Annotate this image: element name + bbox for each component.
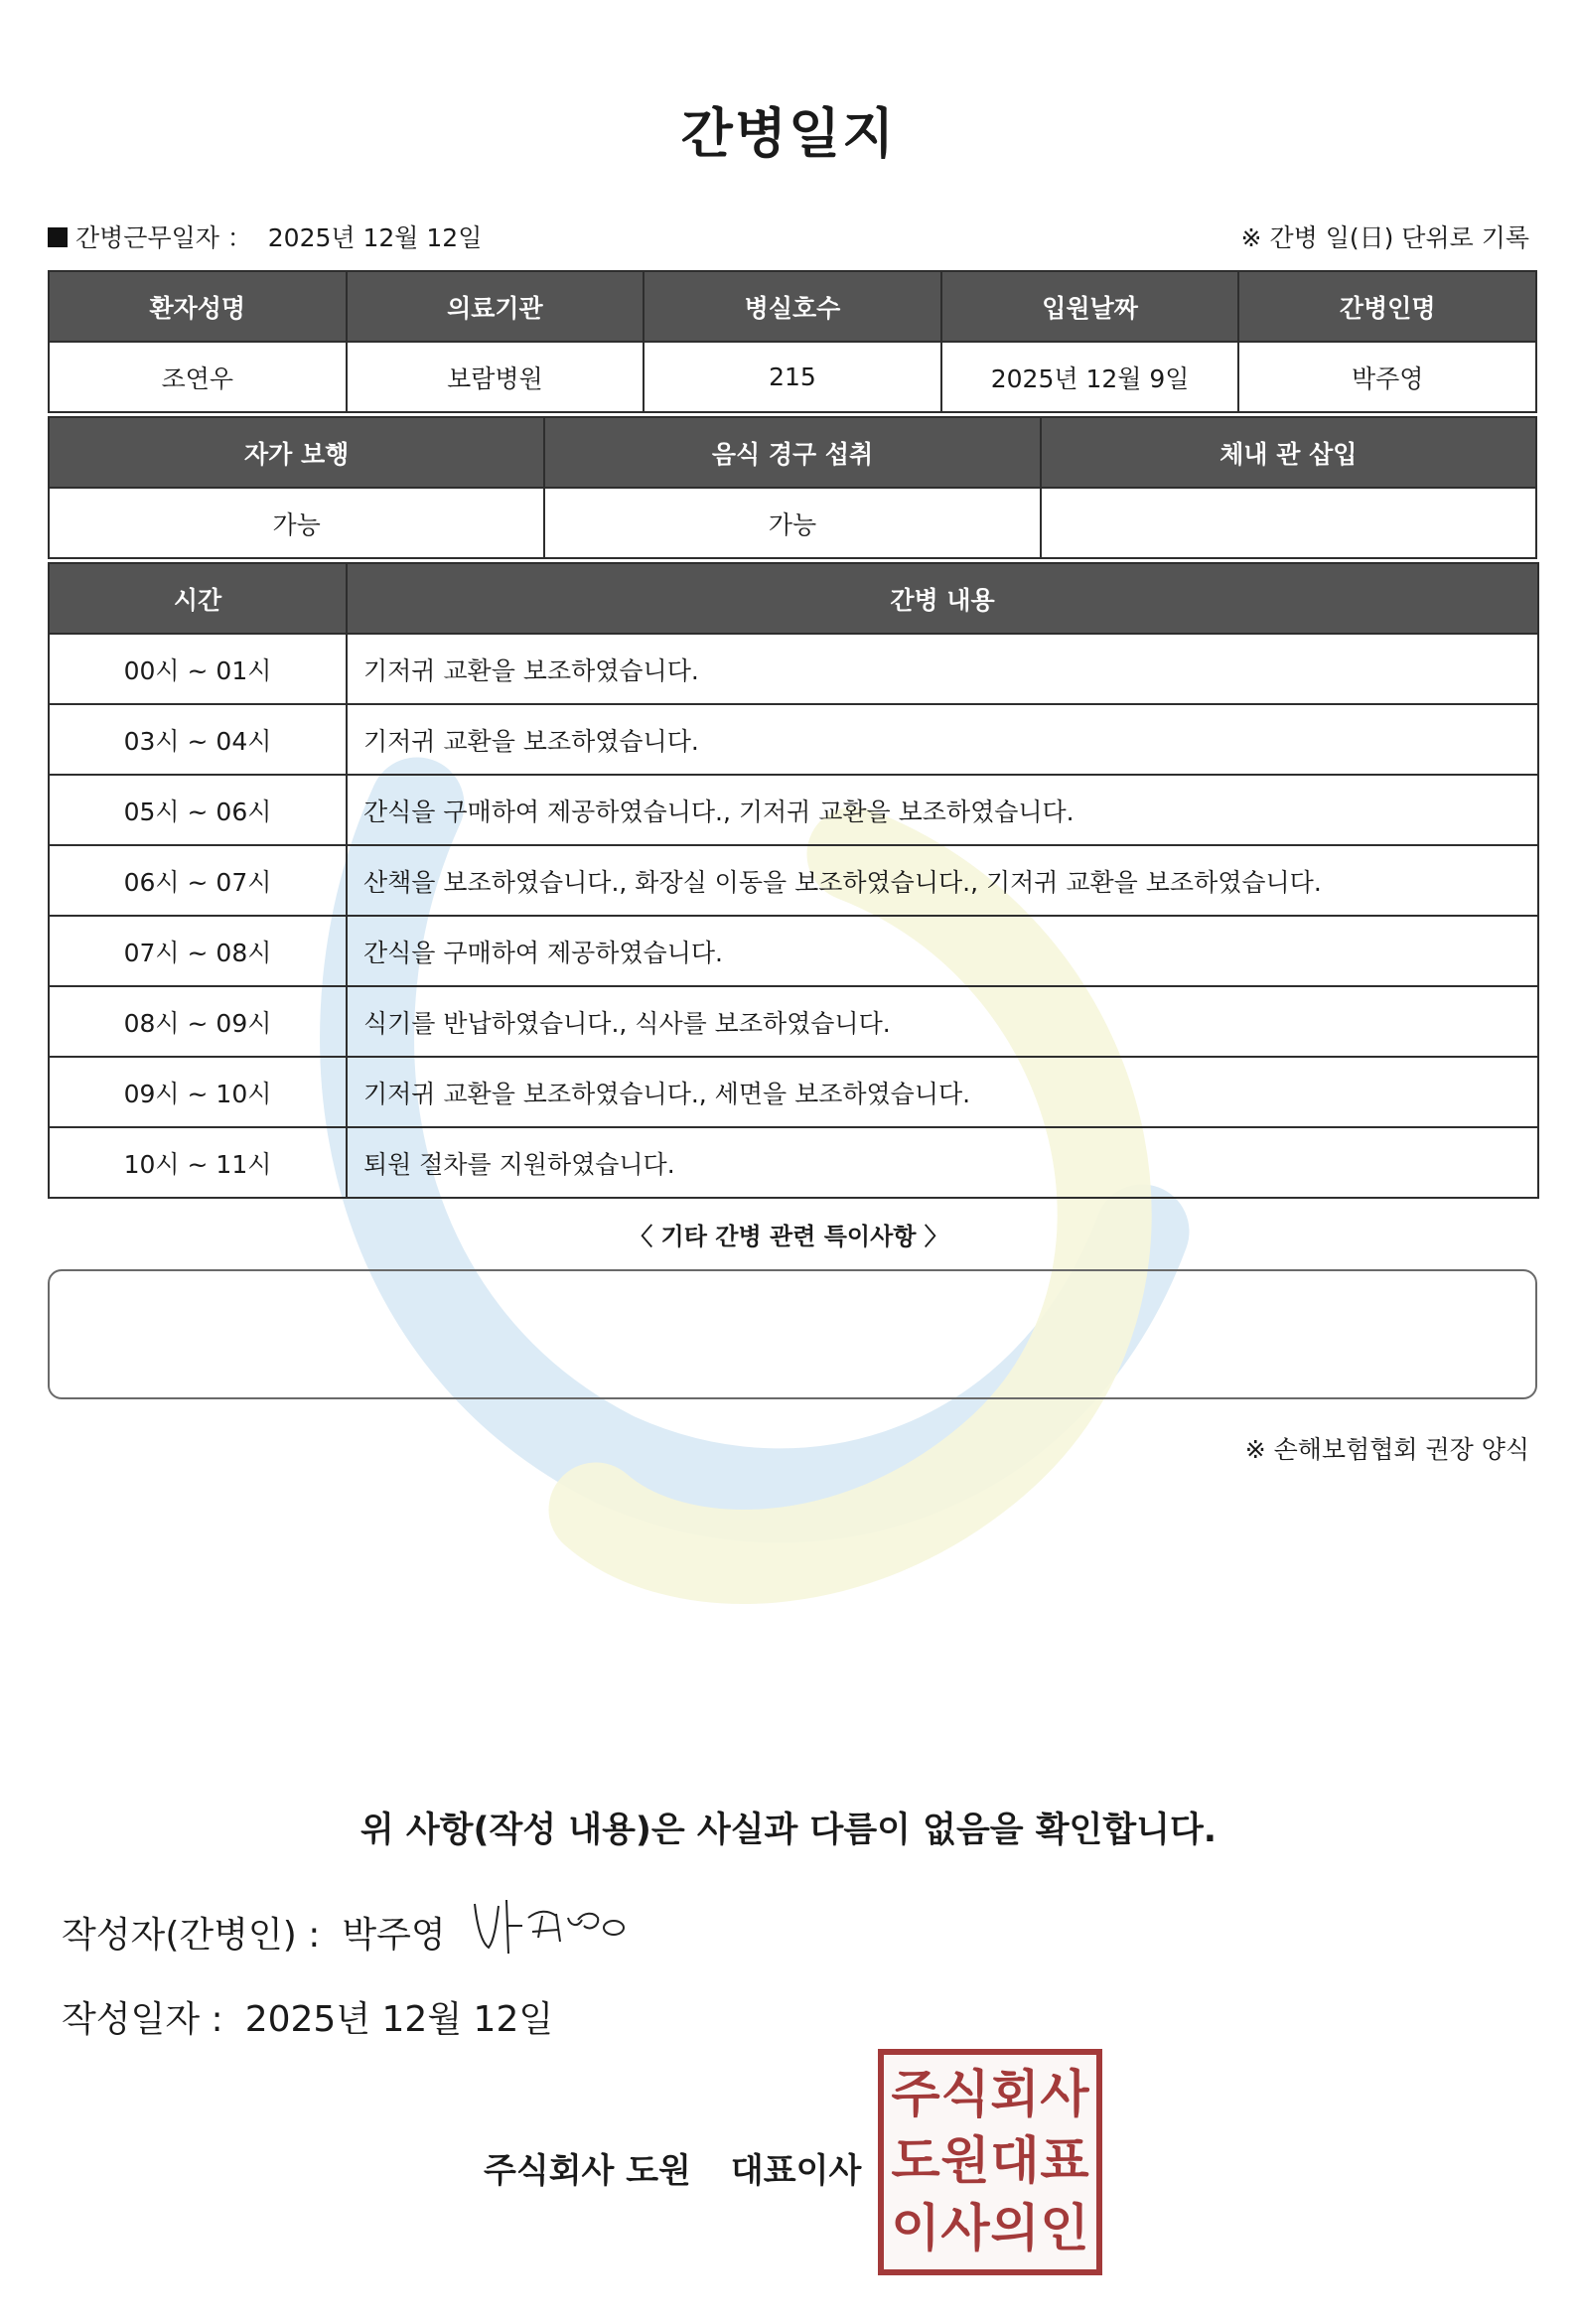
seal-char: 원: [940, 2132, 990, 2192]
written-date-label: 작성일자 :: [62, 1999, 223, 2040]
header-time: 시간: [49, 563, 347, 634]
seal-char: 사: [940, 2199, 990, 2258]
log-content: 간식을 구매하여 제공하였습니다., 기저귀 교환을 보조하였습니다.: [347, 775, 1538, 845]
patient-status-table: [48, 416, 1537, 559]
form-note: ※ 손해보험협회 권장 양식: [1244, 1435, 1529, 1464]
caregiver-name: 박주영: [1238, 342, 1536, 412]
confirmation-statement: 위 사항(작성 내용)은 사실과 다름이 없음을 확인합니다.: [359, 1811, 1218, 1850]
log-time: 06시 ~ 07시: [49, 845, 347, 916]
admission-date: 2025년 12월 9일: [941, 342, 1239, 412]
seal-char: 주: [891, 2066, 940, 2125]
company-signature-line: [484, 2143, 861, 2192]
hospital-name: 보람병원: [347, 342, 645, 412]
table-row: [49, 986, 1538, 1057]
written-date-line: [62, 1991, 553, 2042]
document-title: 간병일지: [680, 102, 897, 165]
log-content: 기저귀 교환을 보조하였습니다.: [347, 704, 1538, 775]
header-oral-intake: 음식 경구 섭취: [544, 417, 1040, 488]
log-content: 기저귀 교환을 보조하였습니다., 세면을 보조하였습니다.: [347, 1057, 1538, 1127]
record-unit-note: ※ 간병 일(日) 단위로 기록: [1240, 223, 1529, 252]
seal-char: 도: [891, 2132, 940, 2192]
log-time: 07시 ~ 08시: [49, 916, 347, 986]
table-row: [49, 775, 1538, 845]
log-content: 식기를 반납하였습니다., 식사를 보조하였습니다.: [347, 986, 1538, 1057]
header-room-number: 병실호수: [644, 271, 941, 342]
seal-char: 대: [990, 2132, 1040, 2192]
seal-char: 표: [1040, 2132, 1089, 2192]
log-content: 기저귀 교환을 보조하였습니다.: [347, 634, 1538, 704]
patient-name: 조연우: [49, 342, 347, 412]
log-time: 10시 ~ 11시: [49, 1127, 347, 1198]
seal-char: 회: [990, 2066, 1040, 2125]
seal-char: 의: [990, 2199, 1040, 2258]
writer-label: 작성자(간병인) :: [62, 1915, 321, 1956]
representative-title: 대표이사: [730, 2151, 862, 2191]
care-log-table: [48, 562, 1539, 1199]
written-date-value: 2025년 12월 12일: [244, 1999, 554, 2040]
seal-char: 식: [940, 2066, 990, 2125]
table-row: [49, 1057, 1538, 1127]
header-care-content: 간병 내용: [347, 563, 1538, 634]
log-time: 05시 ~ 06시: [49, 775, 347, 845]
header-hospital: 의료기관: [347, 271, 645, 342]
table-row: [49, 845, 1538, 916]
seal-char: 인: [1040, 2199, 1089, 2258]
work-date-label: 간병근무일자 ：: [75, 223, 252, 252]
header-admission-date: 입원날짜: [941, 271, 1239, 342]
log-time: 08시 ~ 09시: [49, 986, 347, 1057]
tube-insertion-value: [1041, 488, 1536, 558]
header-tube-insertion: 체내 관 삽입: [1041, 417, 1536, 488]
table-row: [49, 916, 1538, 986]
work-date: [48, 218, 482, 254]
log-content: 퇴원 절차를 지원하였습니다.: [347, 1127, 1538, 1198]
header-caregiver-name: 간병인명: [1238, 271, 1536, 342]
self-walking-value: 가능: [49, 488, 544, 558]
table-row: [49, 634, 1538, 704]
writer-line: [62, 1907, 446, 1958]
log-time: 09시 ~ 10시: [49, 1057, 347, 1127]
company-seal: [878, 2049, 1102, 2275]
log-time: 03시 ~ 04시: [49, 704, 347, 775]
table-row: [49, 704, 1538, 775]
header-patient-name: 환자성명: [49, 271, 347, 342]
remarks-box: [48, 1269, 1537, 1399]
seal-char: 이: [891, 2199, 940, 2258]
square-bullet-icon: [48, 227, 68, 247]
writer-name: 박주영: [342, 1915, 446, 1956]
work-date-value: 2025년 12월 12일: [267, 223, 483, 252]
header-self-walking: 자가 보행: [49, 417, 544, 488]
log-time: 00시 ~ 01시: [49, 634, 347, 704]
log-content: 산책을 보조하였습니다., 화장실 이동을 보조하였습니다., 기저귀 교환을 보조하였습니다.: [347, 845, 1538, 916]
handwritten-signature: [467, 1892, 636, 1963]
company-name: 주식회사 도원: [484, 2151, 691, 2191]
patient-info-table: [48, 270, 1537, 413]
remarks-title: 〈 기타 간병 관련 특이사항 〉: [629, 1223, 948, 1250]
oral-intake-value: 가능: [544, 488, 1040, 558]
seal-char: 사: [1040, 2066, 1089, 2125]
log-content: 간식을 구매하여 제공하였습니다.: [347, 916, 1538, 986]
table-row: [49, 1127, 1538, 1198]
room-number: 215: [644, 342, 941, 412]
